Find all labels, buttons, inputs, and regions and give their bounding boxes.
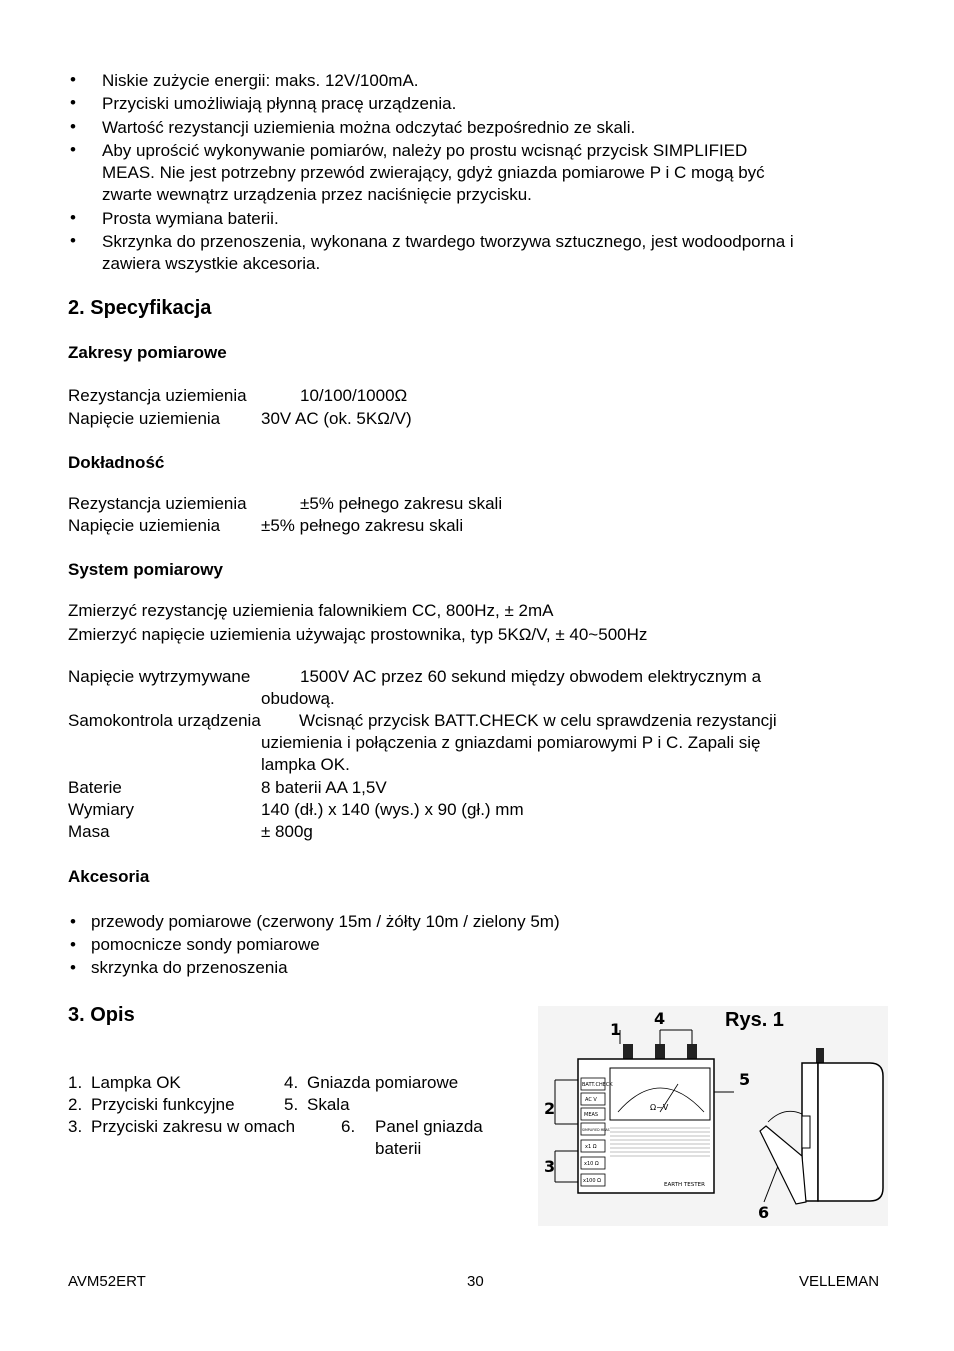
section-2-title: 2. Specyfikacja [68,297,212,319]
desc-item-1-num: 1. [68,1073,83,1092]
accessory-item-2: pomocnicze sondy pomiarowe [91,935,320,954]
side-latch [802,1116,810,1148]
accuracy-value-voltage: ±5% pełnego zakresu skali [261,516,464,535]
range-label-resistance: Rezystancja uziemienia [68,386,247,405]
button-label-x1: x1 Ω [585,1144,597,1150]
callout-3: 3 [544,1157,556,1176]
footer-page-number: 30 [467,1273,484,1290]
bullet-icon: • [70,912,76,931]
spec-label-mass: Masa [68,822,110,841]
section-3-title: 3. Opis [68,1004,135,1026]
scale-panel [610,1068,710,1120]
spec-value-selfcheck-2: uziemienia i połączenia z gniazdami pomiarowymi P i C. Zapali się [261,733,761,752]
intro-bullet-6-line-1: Skrzynka do przenoszenia, wykonana z twardego tworzywa sztucznego, jest wodoodporna i [102,232,794,251]
ranges-heading: Zakresy pomiarowe [68,343,227,362]
footer-model: AVM52ERT [68,1273,146,1290]
range-label-voltage: Napięcie uziemienia [68,409,221,428]
intro-bullet-5: Prosta wymiana baterii. [102,209,279,228]
button-label-simplified: SIMPLIFIED MEAS [582,1128,610,1132]
desc-item-4: Gniazda pomiarowe [307,1073,459,1092]
accuracy-label-resistance: Rezystancja uziemienia [68,494,247,513]
accuracy-label-voltage: Napięcie uziemienia [68,516,221,535]
spec-value-withstand-1: 1500V AC przez 60 sekund między obwodem elektrycznym a [300,667,762,686]
spec-label-withstand: Napięcie wytrzymywane [68,667,251,686]
bullet-icon: • [70,958,76,977]
spec-value-batteries: 8 baterii AA 1,5V [261,778,387,797]
spec-value-dimensions: 140 (dł.) x 140 (wys.) x 90 (gł.) mm [261,800,524,819]
bullet-icon: • [70,140,76,159]
button-label-x10: x10 Ω [584,1161,599,1167]
button-label-acv: AC V [585,1097,597,1103]
device-label: EARTH TESTER [664,1182,705,1188]
intro-bullet-4-line-1: Aby uprościć wykonywanie pomiarów, należy po prostu wcisnąć przycisk SIMPLIFIED [102,141,748,160]
spec-label-selfcheck: Samokontrola urządzenia [68,711,261,730]
spec-label-dimensions: Wymiary [68,800,134,819]
desc-item-3-num: 3. [68,1117,83,1136]
accuracy-heading: Dokładność [68,453,165,472]
bullet-icon: • [70,117,76,136]
intro-bullet-3: Wartość rezystancji uziemienia można odczytać bezpośrednio ze skali. [102,118,636,137]
desc-item-2: Przyciski funkcyjne [91,1095,235,1114]
intro-bullet-2: Przyciski umożliwiają płynną pracę urządzenia. [102,94,457,113]
button-label-meas: MEAS [584,1112,599,1118]
desc-item-6-line-1: Panel gniazda [375,1117,483,1136]
bullet-icon: • [70,231,76,250]
accessories-heading: Akcesoria [68,867,150,886]
desc-item-6-num: 6. [341,1117,356,1136]
desc-item-6-line-2: baterii [375,1139,422,1158]
callout-4: 4 [654,1009,666,1028]
system-line-2: Zmierzyć napięcie uziemienia używając prostownika, typ 5KΩ/V, ± 40~500Hz [68,625,648,644]
callout-2: 2 [544,1099,556,1118]
side-body [818,1063,883,1201]
intro-bullet-6-line-2: zawiera wszystkie akcesoria. [102,254,321,273]
spec-value-selfcheck-3: lampka OK. [261,755,350,774]
footer-brand: VELLEMAN [799,1273,880,1290]
scale-symbol: Ω~V [650,1103,669,1112]
spec-value-selfcheck-1: Wcisnąć przycisk BATT.CHECK w celu sprawdzenia rezystancji [299,711,777,730]
button-label-batt-check: BATT.CHECK [582,1082,613,1088]
bullet-icon: • [70,93,76,112]
spec-label-batteries: Baterie [68,778,122,797]
intro-bullet-4-line-2: MEAS. Nie jest potrzebny przewód zwierający, gdyż gniazda pomiarowe P i C mogą być [102,163,765,182]
accessory-item-1: przewody pomiarowe (czerwony 15m / żółty 10m / zielony 5m) [91,912,560,931]
callout-5: 5 [739,1070,751,1089]
accuracy-value-resistance: ±5% pełnego zakresu skali [300,494,503,513]
earth-tester-figure [538,1006,888,1226]
button-label-x100: x100 Ω [583,1178,601,1184]
bullet-icon: • [70,70,76,89]
system-heading: System pomiarowy [68,560,223,579]
desc-item-5: Skala [307,1095,350,1114]
figure-caption: Rys. 1 [725,1009,784,1031]
bullet-icon: • [70,935,76,954]
spec-value-withstand-2: obudową. [261,689,335,708]
desc-item-3: Przyciski zakresu w omach [91,1117,296,1136]
callout-1: 1 [610,1020,622,1039]
intro-bullet-1: Niskie zużycie energii: maks. 12V/100mA. [102,71,419,90]
intro-bullet-4-line-3: zwarte wewnątrz urządzenia przez naciśnięcie przycisku. [102,185,532,204]
callout-6: 6 [758,1203,770,1222]
range-value-voltage: 30V AC (ok. 5KΩ/V) [261,409,412,428]
spec-value-mass: ± 800g [261,822,313,841]
desc-item-4-num: 4. [284,1073,299,1092]
system-line-1: Zmierzyć rezystancję uziemienia falownikiem CC, 800Hz, ± 2mA [68,601,554,620]
desc-item-2-num: 2. [68,1095,83,1114]
desc-item-5-num: 5. [284,1095,299,1114]
bullet-icon: • [70,208,76,227]
accessory-item-3: skrzynka do przenoszenia [91,958,288,977]
desc-item-1: Lampka OK [91,1073,181,1092]
side-knob [816,1048,824,1064]
range-value-resistance: 10/100/1000Ω [300,386,408,405]
